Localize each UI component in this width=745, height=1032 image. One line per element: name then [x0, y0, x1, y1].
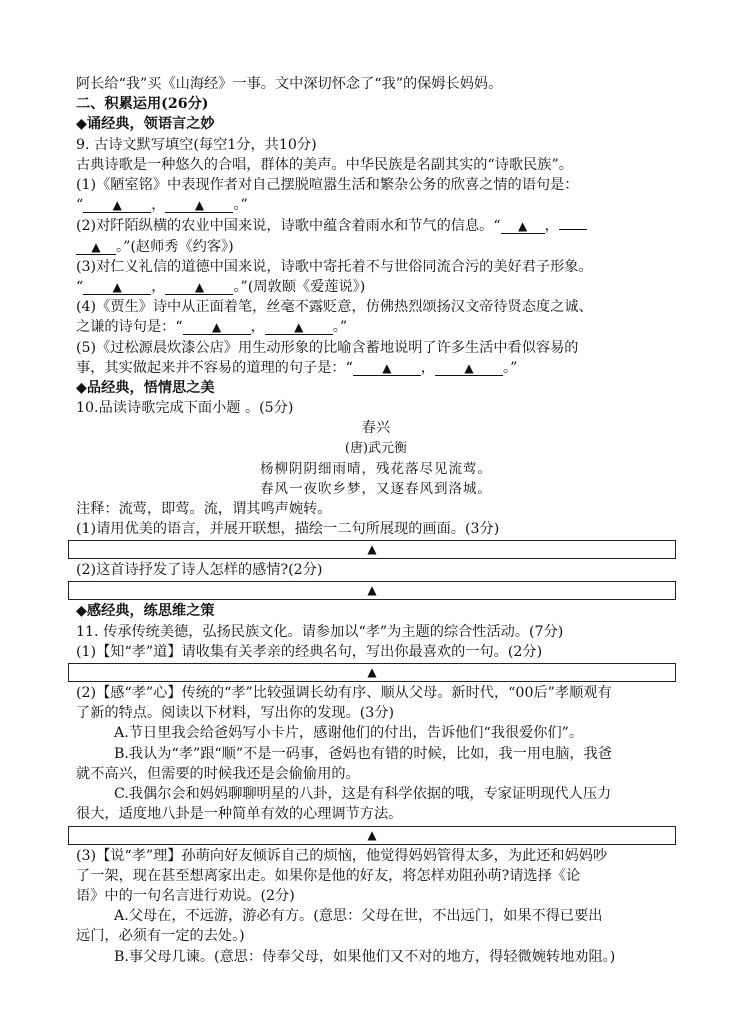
close-quote: 。” — [233, 197, 248, 214]
close-quote: 。” — [116, 238, 131, 255]
blank-mark-icon: ▲ — [91, 239, 101, 254]
answer-blank-end[interactable] — [76, 240, 116, 255]
q9-5-text: (5)《过松源晨炊漆公店》用生动形象的比喻含蓄地说明了许多生活中看似容易的 — [76, 339, 579, 356]
blank-mark-icon: ▲ — [194, 198, 205, 213]
blank-mark-icon: ▲ — [367, 542, 377, 557]
exam-page — [76, 74, 676, 967]
open-quote: “ — [76, 279, 84, 296]
q9-3-text: (3)对仁义礼信的道德中国来说，诗歌中寄托着不与世俗同流合污的美好君子形象。 — [76, 258, 593, 275]
answer-blank[interactable] — [183, 320, 251, 335]
answer-blank[interactable] — [501, 219, 545, 234]
option-b: B.事父母几谏。(意思：侍奉父母，如果他们又不对的地方，得轻微婉转地劝阻。) — [114, 948, 616, 965]
q10-title: 10.品读诗歌完成下面小题 。(5分) — [76, 400, 294, 417]
q11-2-text-cont: 了新的特点。阅读以下材料，写出你的发现。(3分) — [76, 705, 395, 722]
material-b: B.我认为“孝”跟“顺”不是一码事，爸妈也有错的时候，比如，我一用电脑，我爸 — [114, 745, 612, 762]
q9-5-prompt: 事，其实做起来并不容易的道理的句子是：“ — [76, 359, 353, 376]
close-quote: 。” — [233, 279, 248, 296]
q9-5-answer-line — [76, 358, 676, 378]
comma: ， — [151, 279, 166, 296]
material-a: A.节日里我会给爸妈写小卡片，感谢他们的付出，告诉他们“我很爱你们”。 — [114, 725, 584, 742]
q9-2-source: (赵师秀《约客》) — [130, 238, 234, 255]
q11-3-text-cont: 了一架，现在甚至想离家出走。如果你是他的好友，将怎样劝阻孙萌?请选择《论 — [76, 867, 581, 884]
blank-mark-icon: ▲ — [517, 219, 528, 234]
q11-3-text-end: 语》中的一句名言进行劝说。(2分) — [76, 887, 295, 904]
q11-2-text: (2)【感“孝”心】传统的“孝”比较强调长幼有序、顺从父母。新时代，“00后”孝顺观有 — [76, 685, 612, 702]
q9-3-answer-line — [76, 277, 676, 297]
comma: ， — [544, 218, 559, 235]
q9-4-answer-line — [76, 317, 676, 337]
section-title: 二、积累运用(26分) — [76, 96, 209, 113]
material-b-cont: 就不高兴，但需要的时候我还是会偷偷用的。 — [76, 765, 360, 782]
answer-blank[interactable] — [353, 361, 421, 376]
q9-2-answer-line — [76, 237, 676, 257]
blank-mark-icon: ▲ — [294, 320, 304, 335]
comma: ， — [420, 359, 436, 376]
poem-line-2: 春风一夜吹乡梦，又逐春风到洛城。 — [260, 480, 492, 497]
option-a: A.父母在，不远游，游必有方。(意思：父母在世，不出远门，如果不得已要出 — [114, 908, 603, 925]
subheading-3: ◆感经典，练思维之策 — [76, 603, 215, 620]
answer-blank[interactable] — [165, 280, 233, 295]
answer-blank[interactable] — [83, 280, 151, 295]
q11-3-text: (3)【说“孝”理】孙萌向好友倾诉自己的烦恼，他觉得妈妈管得太多，为此还和妈妈吵 — [76, 847, 608, 864]
blank-mark-icon: ▲ — [194, 280, 205, 295]
answer-blank[interactable] — [83, 198, 151, 213]
q9-intro: 古典诗歌是一种悠久的合唱，群体的美声。中华民族是名副其实的“诗歌民族”。 — [76, 156, 573, 173]
open-quote: “ — [76, 197, 84, 214]
q9-2-text — [76, 215, 676, 236]
q9-3-source: (周敦颐《爱莲说》) — [247, 279, 366, 296]
subheading-2: ◆品经典，悟情思之美 — [76, 380, 215, 397]
q9-2-prompt: (2)对阡陌纵横的农业中国来说，诗歌中蕴含着雨水和节气的信息。“ — [76, 218, 501, 235]
answer-box[interactable] — [68, 663, 676, 682]
comma: ， — [250, 319, 265, 336]
q10-2: (2)这首诗抒发了诗人怎样的感情?(2分) — [76, 562, 323, 579]
poem-note: 注释：流莺，即莺。流，谓其鸣声婉转。 — [76, 500, 332, 517]
close-quote: 。” — [332, 319, 348, 336]
answer-blank[interactable] — [435, 361, 503, 376]
answer-box[interactable] — [68, 826, 676, 845]
material-c: C.我偶尔会和妈妈聊聊明星的八卦，这是有科学依据的哦，专家证明现代人压力 — [114, 786, 612, 803]
q9-1-answer-line — [76, 195, 676, 215]
blank-mark-icon: ▲ — [367, 665, 377, 680]
comma: ， — [151, 197, 166, 214]
blank-mark-icon: ▲ — [112, 198, 122, 213]
option-a-cont: 远门，必须有一定的去处。) — [76, 928, 245, 945]
q10-1: (1)请用优美的语言，并展开联想，描绘一二句所展现的画面。(3分) — [76, 521, 500, 538]
blank-mark-icon: ▲ — [382, 360, 392, 375]
poem-line-1: 杨柳阴阴细雨晴，残花落尽见流莺。 — [260, 460, 492, 477]
blank-mark-icon: ▲ — [367, 827, 377, 842]
poem-author: (唐)武元衡 — [344, 440, 408, 456]
material-c-cont: 很大，适度地八卦是一种简单有效的心理调节方法。 — [76, 806, 403, 823]
answer-blank[interactable] — [265, 320, 333, 335]
intro-line: 阿长给“我”买《山海经》一事。文中深切怀念了“我”的保姆长妈妈。 — [76, 76, 503, 92]
blank-mark-icon: ▲ — [367, 583, 377, 598]
poem-title: 春兴 — [361, 420, 391, 437]
q11-1: (1)【知“孝”道】请收集有关孝亲的经典名句，写出你最喜欢的一句。(2分) — [76, 643, 543, 660]
close-quote: 。” — [503, 359, 518, 376]
subheading-1: ◆诵经典，领语言之妙 — [76, 116, 215, 133]
q9-title: 9. 古诗文默写填空(每空1分，共10分) — [76, 136, 317, 153]
blank-mark-icon: ▲ — [464, 360, 474, 375]
answer-blank[interactable] — [165, 198, 233, 213]
blank-mark-icon: ▲ — [211, 320, 222, 335]
answer-box[interactable] — [68, 540, 676, 559]
q9-4-text: (4)《贾生》诗中从正面着笔，丝毫不露贬意，仿佛热烈颂扬汉文帝待贤态度之诚、 — [76, 299, 593, 316]
answer-box[interactable] — [68, 581, 676, 600]
q9-1-text: (1)《陋室铭》中表现作者对自己摆脱喧嚣生活和繁杂公务的欣喜之情的语句是： — [76, 177, 579, 194]
answer-blank-start[interactable] — [559, 215, 587, 230]
q11-title: 11. 传承传统美德，弘扬民族文化。请参加以“孝”为主题的综合性活动。(7分) — [76, 623, 564, 640]
q9-4-prompt: 之谦的诗句是：“ — [76, 319, 183, 336]
blank-mark-icon: ▲ — [112, 280, 122, 295]
